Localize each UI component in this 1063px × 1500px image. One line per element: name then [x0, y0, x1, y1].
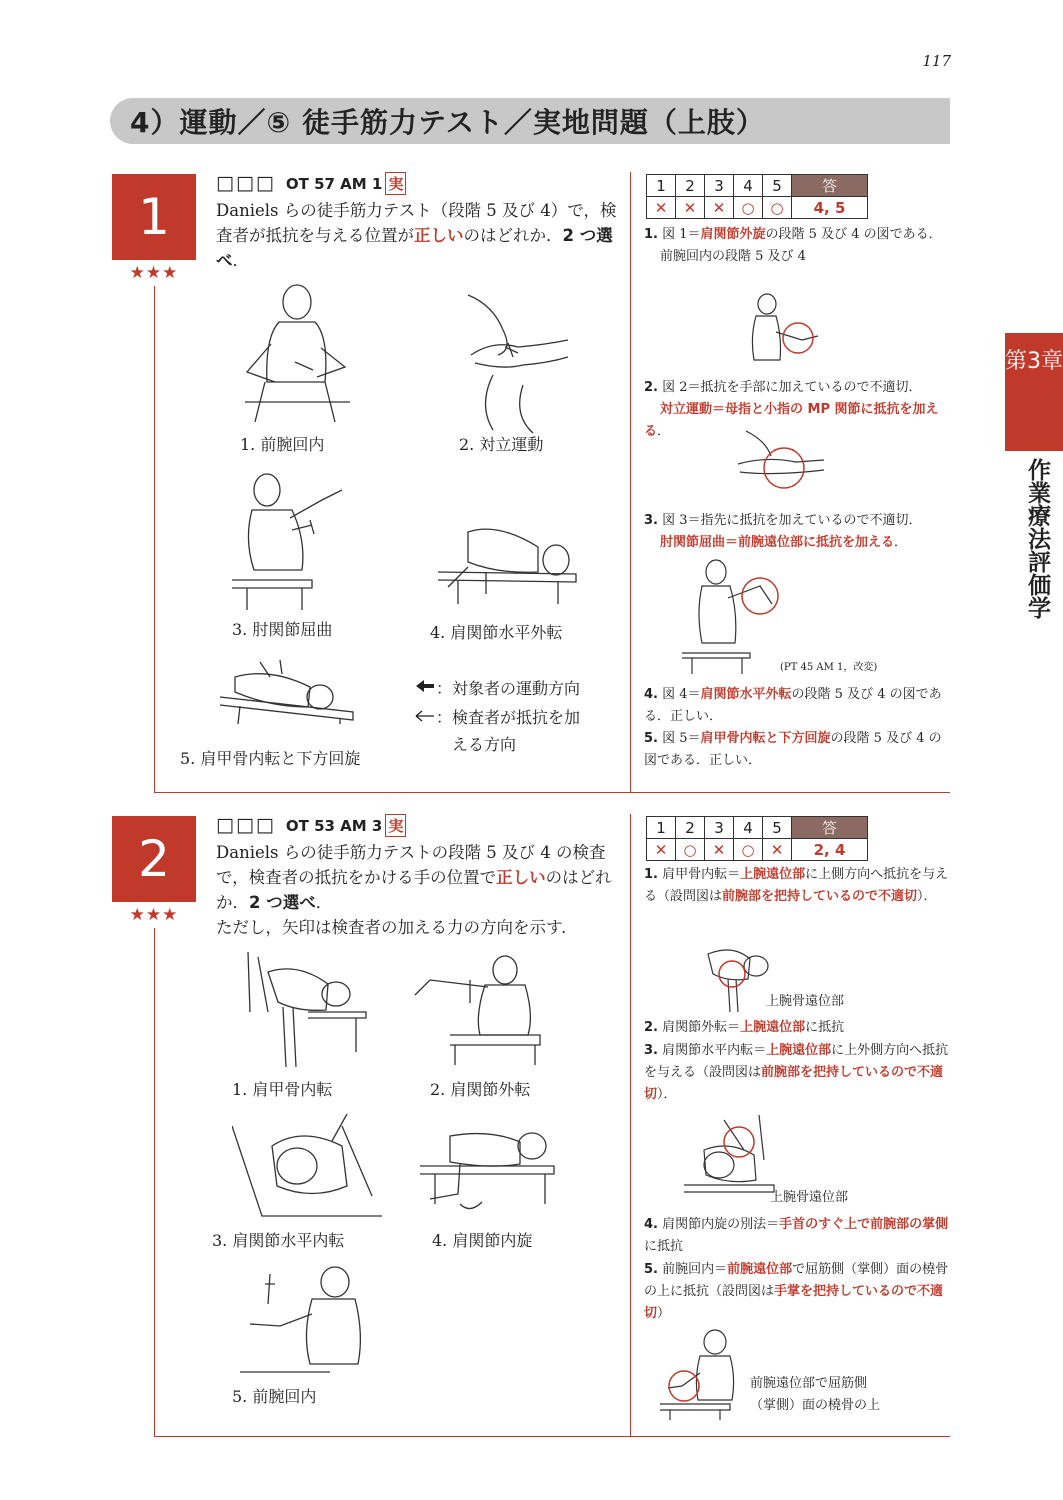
- figure-caption: 1. 前腕回内: [240, 435, 325, 454]
- column-divider: [630, 814, 631, 1436]
- explanation-item: 4. 肩関節内旋の別法＝手首のすぐ上で前腕部の掌側に抵抗: [644, 1217, 949, 1254]
- question-number-2: 2: [112, 816, 196, 902]
- exam-code: OT 53 AM 3: [285, 817, 383, 835]
- question-header: [216, 814, 406, 837]
- answer-col-4: 4: [734, 175, 763, 197]
- column-divider: [630, 172, 631, 792]
- answer-col-5: 5: [763, 817, 792, 839]
- figure-elbow-flexion: [232, 470, 352, 610]
- figure-opposition-correct: [736, 426, 826, 494]
- chapter-tab: 第3章: [1005, 333, 1063, 451]
- answer-mark: ○: [763, 197, 792, 219]
- legend-examiner-direction: ：検査者が抵抗を加: [436, 708, 581, 727]
- answer-value: 4, 5: [792, 197, 868, 219]
- figure-forearm-pronation: [235, 282, 355, 432]
- question-bottom-rule: [154, 792, 950, 793]
- figure-horizontal-adduction-correct: [684, 1110, 776, 1202]
- figure-caption: 3. 肩関節水平内転: [212, 1231, 345, 1250]
- exam-code: OT 57 AM 1: [285, 175, 383, 193]
- explanation-item: 1. 図 1＝肩関節外旋の段階 5 及び 4 の図である． 前腕回内の段階 5 及び 4: [644, 227, 942, 264]
- practical-badge: 実: [385, 172, 406, 195]
- difficulty-stars: ★★★: [129, 905, 179, 925]
- figure-caption: 1. 肩甲骨内転: [232, 1080, 333, 1099]
- check-boxes: □□□: [216, 814, 276, 836]
- arrow-thin-icon: [414, 708, 436, 724]
- question-header: [216, 172, 406, 195]
- answer-mark: ✕: [705, 197, 734, 219]
- answer-col-4: 4: [734, 817, 763, 839]
- arrow-thick-icon: [414, 678, 436, 694]
- figure-elbow-flexion-correct: [680, 558, 780, 674]
- answer-heading: 答: [792, 817, 868, 839]
- figure-forearm-distal: [660, 1328, 744, 1420]
- figure-shoulder-abduction: [410, 955, 545, 1070]
- answer-mark: ✕: [705, 839, 734, 861]
- explanation-item: 1. 肩甲骨内転＝上腕遠位部に上側方向へ抵抗を与える（設問図は前腕部を把持しているので不適切）．: [644, 867, 949, 904]
- answer-col-1: 1: [647, 817, 676, 839]
- question-side-rule: [154, 286, 155, 792]
- difficulty-stars: ★★★: [129, 263, 179, 283]
- figure-caption: 4. 肩関節内旋: [432, 1231, 533, 1250]
- answer-col-3: 3: [705, 817, 734, 839]
- figure-label: 上腕骨遠位部: [766, 994, 845, 1009]
- figure-caption: 2. 肩関節外転: [430, 1080, 531, 1099]
- explanation-item: 5. 図 5＝肩甲骨内転と下方回旋の段階 5 及び 4 の図である．正しい．: [644, 731, 942, 768]
- figure-shoulder-external-rotation: [742, 292, 822, 364]
- question-text: Daniels らの徒手筋力テストの段階 5 及び 4 の検査で，検査者の抵抗をかける手の位置で正しいのはどれか．2 つ選べ． ただし，矢印は検査者の加える力の方向を示す．: [216, 843, 612, 937]
- figure-horizontal-abduction: [438, 512, 578, 604]
- answer-table: [646, 816, 868, 861]
- figure-label: 上腕骨遠位部: [770, 1190, 849, 1205]
- answer-col-5: 5: [763, 175, 792, 197]
- answer-mark: ✕: [763, 839, 792, 861]
- check-boxes: □□□: [216, 172, 276, 194]
- answer-mark: ○: [734, 839, 763, 861]
- legend-examiner-direction-cont: える方向: [452, 735, 517, 754]
- question-text: Daniels らの徒手筋力テスト（段階 5 及び 4）で，検査者が抵抗を与える位置が正しいのはどれか．2 つ選べ．: [216, 201, 617, 270]
- figure-label: 前腕遠位部で屈筋側: [750, 1376, 868, 1391]
- explanation-item: 2. 肩関節外転＝上腕遠位部に抵抗: [644, 1020, 845, 1035]
- figure-caption: 3. 肘関節屈曲: [232, 620, 333, 639]
- explanation-item: 5. 前腕回内＝前腕遠位部で屈筋側（掌側）面の橈骨の上に抵抗（設問図は手掌を把持しているので不適切）: [644, 1262, 949, 1321]
- question-number-1: 1: [112, 174, 196, 260]
- figure-shoulder-internal-rotation: [420, 1124, 555, 1224]
- page-number: 117: [922, 52, 951, 70]
- figure-caption: 5. 前腕回内: [232, 1387, 317, 1406]
- answer-col-1: 1: [647, 175, 676, 197]
- figure-caption: 4. 肩関節水平外転: [430, 623, 563, 642]
- answer-mark: ○: [734, 197, 763, 219]
- figure-scapular-adduction: [238, 952, 368, 1072]
- figure-label: （掌側）面の橈骨の上: [750, 1398, 881, 1413]
- practical-badge: 実: [385, 814, 406, 837]
- figure-scapular-adduction: [220, 652, 355, 724]
- answer-mark: ✕: [676, 197, 705, 219]
- answer-mark: ✕: [647, 839, 676, 861]
- figure-caption: 2. 対立運動: [459, 435, 544, 454]
- answer-value: 2, 4: [792, 839, 868, 861]
- question-side-rule: [154, 928, 155, 1436]
- question-bottom-rule: [154, 1436, 950, 1437]
- answer-mark: ○: [676, 839, 705, 861]
- source-note: (PT 45 AM 1，改変): [780, 662, 878, 673]
- figure-horizontal-adduction: [232, 1106, 382, 1224]
- answer-col-2: 2: [676, 817, 705, 839]
- answer-col-3: 3: [705, 175, 734, 197]
- explanation-item: 3. 肩関節水平内転＝上腕遠位部に上外側方向へ抵抗を与える（設問図は前腕部を把持しているので不適切）．: [644, 1043, 949, 1102]
- section-title: 4）運動／⑤ 徒手筋力テスト／実地問題（上肢）: [130, 106, 765, 139]
- answer-heading: 答: [792, 175, 868, 197]
- answer-col-2: 2: [676, 175, 705, 197]
- explanation-item: 4. 図 4＝肩関節水平外転の段階 5 及び 4 の図である．正しい．: [644, 687, 942, 724]
- legend-subject-direction: ：対象者の運動方向: [436, 679, 581, 698]
- answer-table: [646, 174, 868, 219]
- explanation-item: 2. 図 2＝抵抗を手部に加えているので不適切． 対立運動＝母指と小指の MP 関節に抵抗を加える．: [644, 380, 939, 439]
- figure-upper-arm-distal: [688, 934, 778, 1014]
- chapter-name: 作業療法評価学: [1024, 458, 1050, 619]
- explanation-item: 3. 図 3＝指先に抵抗を加えているので不適切． 肘関節屈曲＝前腕遠位部に抵抗を加える．: [644, 513, 922, 550]
- figure-opposition: [463, 285, 573, 435]
- figure-forearm-pronation: [240, 1264, 368, 1384]
- figure-caption: 5. 肩甲骨内転と下方回旋: [180, 749, 361, 768]
- answer-mark: ✕: [647, 197, 676, 219]
